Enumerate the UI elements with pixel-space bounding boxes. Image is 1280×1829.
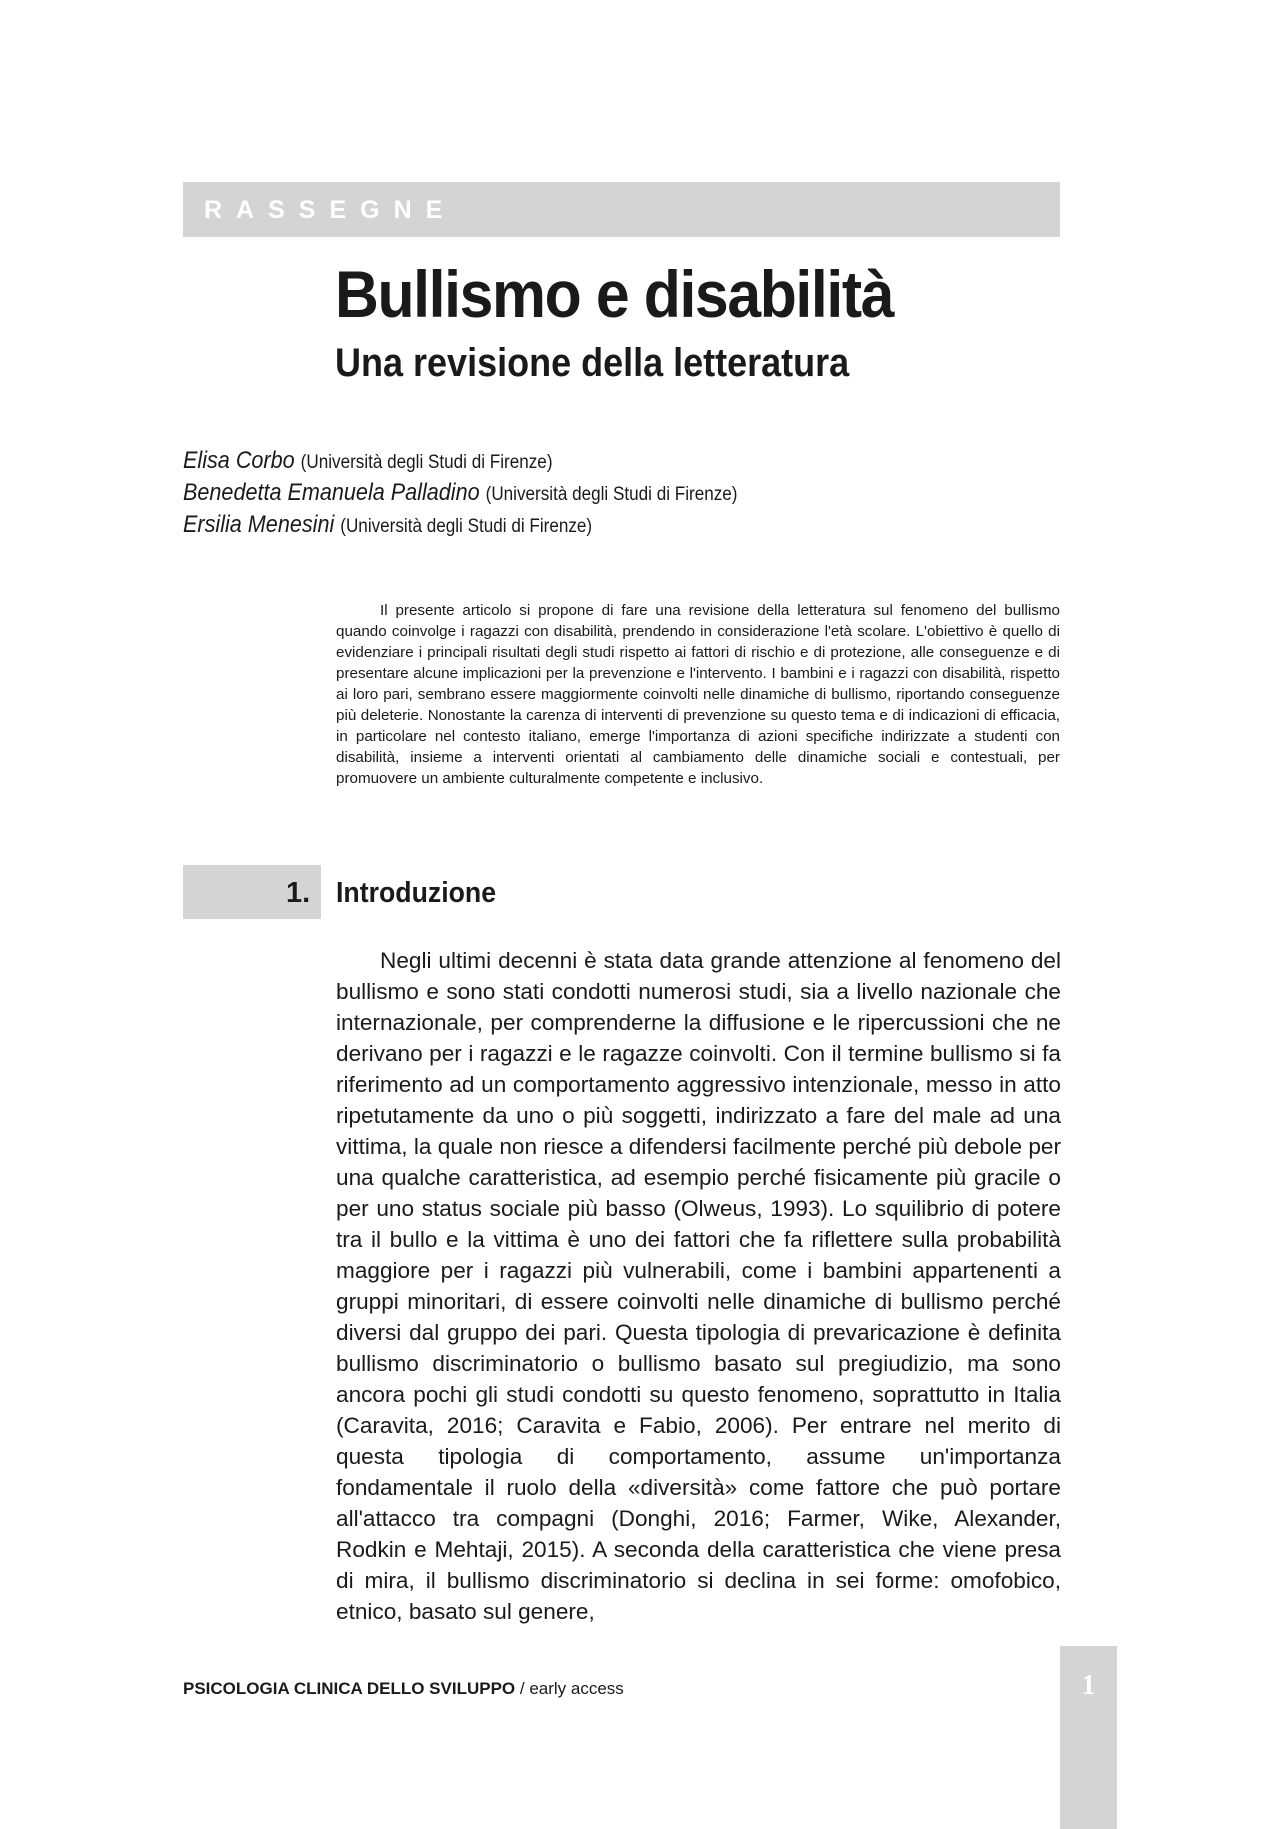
journal-edition: early access — [529, 1679, 624, 1698]
section-label: RASSEGNE — [204, 196, 457, 224]
footer-journal — [183, 1678, 624, 1700]
author-list — [183, 446, 1083, 542]
journal-name: PSICOLOGIA CLINICA DELLO SVILUPPO — [183, 1679, 516, 1698]
author-name: Elisa Corbo — [183, 447, 295, 474]
author-name: Ersilia Menesini — [183, 511, 335, 538]
page-number: 1 — [1081, 1670, 1096, 1701]
article-title: Bullismo e disabilità — [335, 257, 894, 331]
author-affiliation: (Università degli Studi di Firenze) — [340, 516, 593, 537]
introduction-body: Negli ultimi decenni è stata data grande attenzione al fenomeno del bullismo e sono stati condotti numerosi studi, sia a livello nazionale che internazionale, per comprenderne la diffusione e le ripercussioni che ne derivano per i ragazzi e le ragazze coinvolti. Con il termine bullismo si fa riferimento ad un comportamento aggressivo intenzionale, messo in atto ripetutamente da uno o più soggetti, indirizzato a fare del male ad una vittima, la quale non riesce a difendersi facilmente perché più debole per una qualche caratteristica, ad esempio perché fisicamente più gracile o per uno status sociale più basso (Olweus, 1993). Lo squilibrio di potere tra il bullo e la vittima è uno dei fattori che fa riflettere sulla probabilità maggiore per i ragazzi più vulnerabili, come i bambini appartenenti a gruppi minoritari, di essere coinvolti nelle dinamiche di bullismo perché diversi dal gruppo dei pari. Questa tipologia di prevaricazione è definita bullismo discriminatorio o bullismo basato sul pregiudizio, ma sono ancora pochi gli studi condotti su questo fenomeno, soprattutto in Italia (Caravita, 2016; Caravita e Fabio, 2006). Per entrare nel merito di questa tipologia di comportamento, assume un'importanza fondamentale il ruolo della «diversità» come fattore che può portare all'attacco tra compagni (Donghi, 2016; Farmer, Wike, Alexander, Rodkin e Mehtaji, 2015). A seconda della caratteristica che viene presa di mira, il bullismo discriminatorio si declina in sei forme: omofobico, etnico, basato sul genere, — [336, 948, 1061, 1624]
author-entry — [183, 478, 993, 510]
section-number: 1. — [286, 877, 311, 909]
author-affiliation: (Università degli Studi di Firenze) — [485, 484, 738, 505]
article-subtitle: Una revisione della letteratura — [335, 341, 850, 385]
journal-separator: / — [515, 1679, 530, 1698]
author-affiliation: (Università degli Studi di Firenze) — [300, 452, 553, 473]
section-heading: Introduzione — [336, 877, 497, 909]
abstract: Il presente articolo si propone di fare una revisione della letteratura sul fenomeno del bullismo quando coinvolge i ragazzi con disabilità, prendendo in considerazione l'età scolare. L'obiettivo è quello di evidenziare i principali risultati degli studi rispetto ai fattori di rischio e di protezione, alle conseguenze e di presentare alcune implicazioni per la prevenzione e l'intervento. I bambini e i ragazzi con disabilità, rispetto ai loro pari, sembrano essere maggiormente coinvolti nelle dinamiche di bullismo, riportando conseguenze più deleterie. Nonostante la carenza di interventi di prevenzione su questo tema e di indicazioni di efficacia, in particolare nel contesto italiano, emerge l'importanza di azioni specifiche indirizzate a studenti con disabilità, insieme a interventi orientati al cambiamento delle dinamiche sociali e contestuali, per promuovere un ambiente culturalmente competente e inclusivo. — [336, 602, 1060, 787]
author-entry — [183, 446, 993, 478]
author-entry — [183, 510, 993, 542]
author-name: Benedetta Emanuela Palladino — [183, 479, 480, 506]
